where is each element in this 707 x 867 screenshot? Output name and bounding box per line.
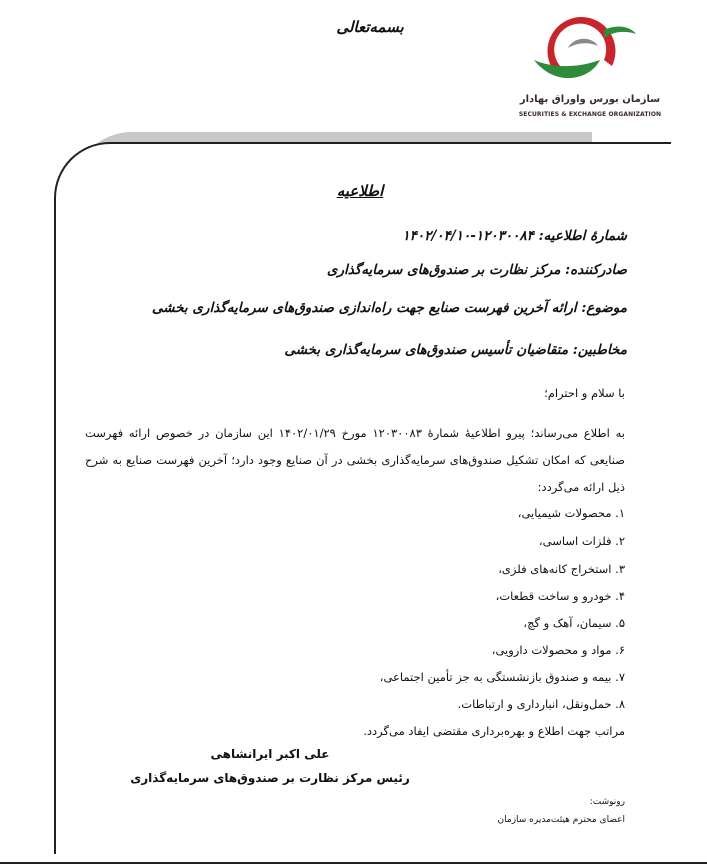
list-item: ۵. سیمان، آهک و گچ، (523, 616, 625, 630)
logo-emblem-icon (512, 8, 672, 98)
announcement-number: شمارۀ اطلاعیه: ۱۲۰۳۰۰۸۴-۱۴۰۲/۰۴/۱۰ (402, 228, 627, 244)
list-item: ۶. مواد و محصولات دارویی، (491, 643, 625, 657)
cc-label: رونوشت: (589, 797, 625, 807)
org-name-en: SECURITIES & EXCHANGE ORGANIZATION (518, 111, 662, 118)
body-paragraph: به اطلاع می‌رساند؛ پیرو اطلاعیۀ شمارۀ ۱۲۰۳۰۰۸۳ مورخ ۱۴۰۲/۰۱/۲۹ این سازمان در خصوص ارائه فهرست صنایعی که امکان تشکیل صندوق‌های سرمایه‌گذاری بخشی در آن صنایع وجود دارد؛ آخرین فهرست صنایع به شرح ذیل ارائه می‌گردد: (85, 426, 625, 494)
list-item: ۴. خودرو و ساخت قطعات، (495, 589, 625, 603)
bismillah-heading: بسمه‌تعالی (336, 18, 404, 36)
list-item: ۲. فلزات اساسی، (538, 534, 625, 548)
list-item: ۱. محصولات شیمیایی، (517, 506, 625, 520)
signer-name: علی اکبر ایرانشاهی (210, 747, 330, 761)
announcement-title: اطلاعیه (336, 182, 384, 200)
cc-recipient: اعضای محترم هیئت‌مدیره سازمان (497, 815, 625, 825)
list-item: ۸. حمل‌ونقل، انبارداری و ارتباطات. (457, 697, 625, 711)
signer-title: رئیس مرکز نظارت بر صندوق‌های سرمایه‌گذاری (130, 771, 410, 785)
closing-line: مراتب جهت اطلاع و بهره‌برداری مقتضی ایفاد می‌گردد. (363, 724, 625, 738)
bottom-rule (0, 862, 707, 864)
announcement-subject: موضوع: ارائه آخرین فهرست صنایع جهت راه‌اندازی صندوق‌های سرمایه‌گذاری بخشی (151, 300, 627, 316)
org-name-fa: سازمان بورس واوراق بهادار (519, 94, 661, 105)
announcement-issuer: صادرکننده: مرکز نظارت بر صندوق‌های سرمایه‌گذاری (326, 262, 627, 278)
list-item: ۷. بیمه و صندوق بازنشستگی به جز تأمین اجتماعی، (379, 670, 625, 684)
list-item: ۳. استخراج کانه‌های فلزی، (498, 562, 625, 576)
greeting: با سلام و احترام؛ (544, 386, 625, 400)
announcement-audience: مخاطبین: متقاضیان تأسیس صندوق‌های سرمایه‌گذاری بخشی (284, 342, 627, 358)
